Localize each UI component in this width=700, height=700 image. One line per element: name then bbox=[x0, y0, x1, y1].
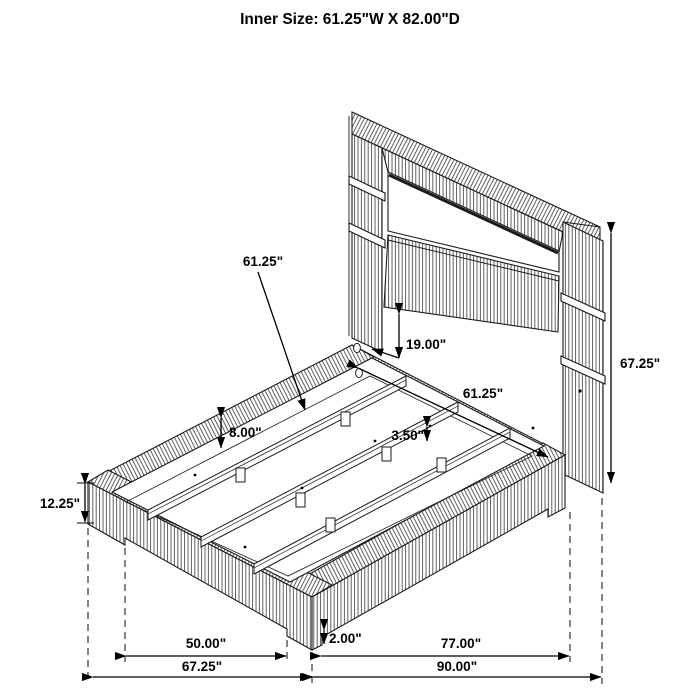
post-knob bbox=[578, 389, 581, 392]
center-leg bbox=[296, 493, 305, 507]
center-leg bbox=[341, 412, 350, 426]
dim-label-slat-length: 61.25" bbox=[242, 254, 284, 269]
dim-label-deck-drop: 8.00" bbox=[229, 425, 262, 440]
dim-label-outer-width: 67.25" bbox=[181, 659, 223, 674]
dim-label-side-recess: 77.00" bbox=[440, 636, 482, 651]
center-leg bbox=[382, 447, 391, 461]
center-leg bbox=[236, 468, 245, 482]
dim-label-headboard-height: 67.25" bbox=[620, 356, 661, 371]
dim-label-inner-width: 61.25" bbox=[462, 386, 504, 401]
dim-label-leg-height: 3.50" bbox=[391, 428, 424, 443]
dim-label-panel-height: 19.00" bbox=[406, 337, 447, 352]
headboard-right-post bbox=[563, 222, 603, 493]
center-leg bbox=[437, 458, 446, 472]
dim-label-foot-height: 2.00" bbox=[329, 631, 362, 646]
dim-label-base-height: 12.25" bbox=[39, 496, 80, 511]
center-leg bbox=[326, 518, 335, 532]
dim-label-outer-depth: 90.00" bbox=[436, 659, 478, 674]
dim-label-foot-recess: 50.00" bbox=[185, 636, 227, 651]
drawing-title: Inner Size: 61.25"W X 82.00"D bbox=[240, 11, 460, 28]
bolt-hole bbox=[354, 343, 361, 352]
